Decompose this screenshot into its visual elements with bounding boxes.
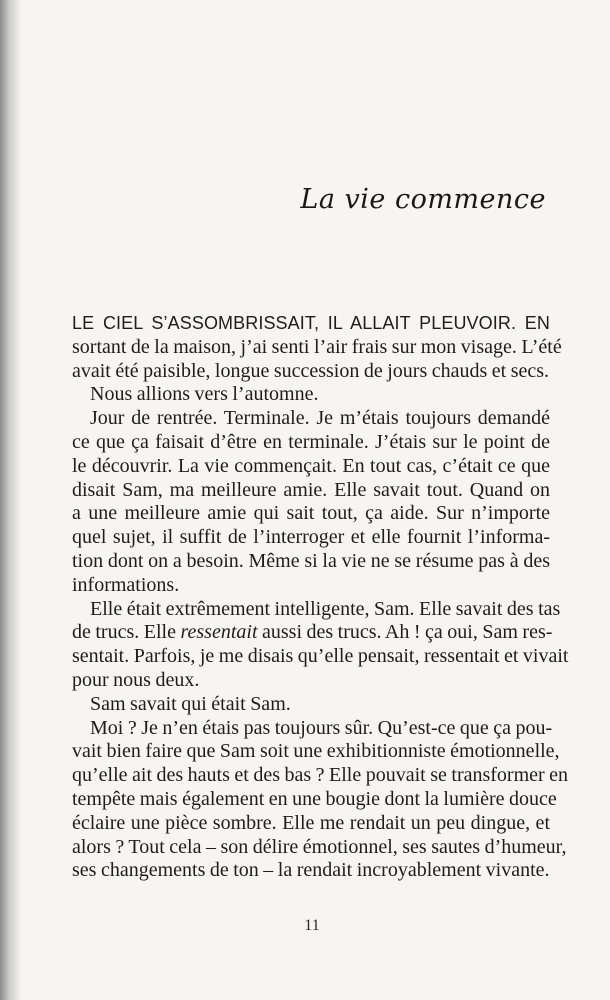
text-line: LE CIEL S’ASSOMBRISSAIT, IL ALLAIT PLEUVOIR. EN [72, 313, 550, 333]
text-line: sortant de la maison, j’ai senti l’air frais sur mon visage. L’été [72, 335, 562, 358]
text-fragment: aussi des trucs. Ah ! ça oui, Sam res- [262, 621, 553, 644]
text-line: Moi ? Je n’en étais pas toujours sûr. Qu’est-ce que ça pou- [90, 716, 553, 739]
text-line [72, 621, 553, 645]
text-line: éclaire une pièce sombre. Elle me rendait un peu dingue, et [72, 811, 550, 834]
text-fragment: de trucs. Elle [72, 621, 176, 644]
text-line: alors ? Tout cela – son délire émotionnel, ses sautes d’humeur, [72, 835, 567, 858]
text-line: Elle était extrêmement intelligente, Sam. Elle savait des tas [90, 597, 561, 620]
text-line: Sam savait qui était Sam. [90, 692, 291, 715]
text-line: le découvrir. La vie commençait. En tout cas, c’était ce que [72, 454, 550, 477]
text-line: ses changements de ton – la rendait incroyablement vivante. [72, 859, 550, 882]
text-line: Nous allions vers l’automne. [90, 383, 319, 406]
text-line: sentait. Parfois, je me disais qu’elle pensait, ressentait et vivait [72, 645, 569, 668]
text-line: tion dont on a besoin. Même si la vie ne se résume pas à des [72, 549, 550, 572]
text-line: avait été paisible, longue succession de jours chauds et secs. [72, 359, 550, 382]
text-line: tempête mais également en une bougie dont la lumière douce [72, 787, 557, 810]
text-line: qu’elle ait des hauts et des bas ? Elle pouvait se transformer en [72, 764, 569, 787]
text-line: informations. [72, 573, 180, 596]
page-gutter-shadow [0, 0, 22, 1000]
text-line: quel sujet, il suffit de l’interroger et elle fournit l’informa- [72, 526, 550, 549]
chapter-title: La vie commence [300, 184, 546, 215]
text-line: ce que ça faisait d’être en terminale. J’étais sur le point de [72, 430, 550, 453]
book-page [72, 0, 569, 1000]
emphasized-word: ressentait [180, 621, 258, 644]
page-number: 11 [304, 917, 320, 934]
body-text [72, 312, 569, 883]
text-line: Jour de rentrée. Terminale. Je m’étais toujours demandé [90, 407, 550, 430]
text-line: disait Sam, ma meilleure amie. Elle savait tout. Quand on [72, 478, 550, 501]
text-line: a une meilleure amie qui sait tout, ça aide. Sur n’importe [72, 502, 550, 525]
text-line: vait bien faire que Sam soit une exhibitionniste émotionnelle, [72, 740, 560, 763]
text-line: pour nous deux. [72, 668, 200, 691]
